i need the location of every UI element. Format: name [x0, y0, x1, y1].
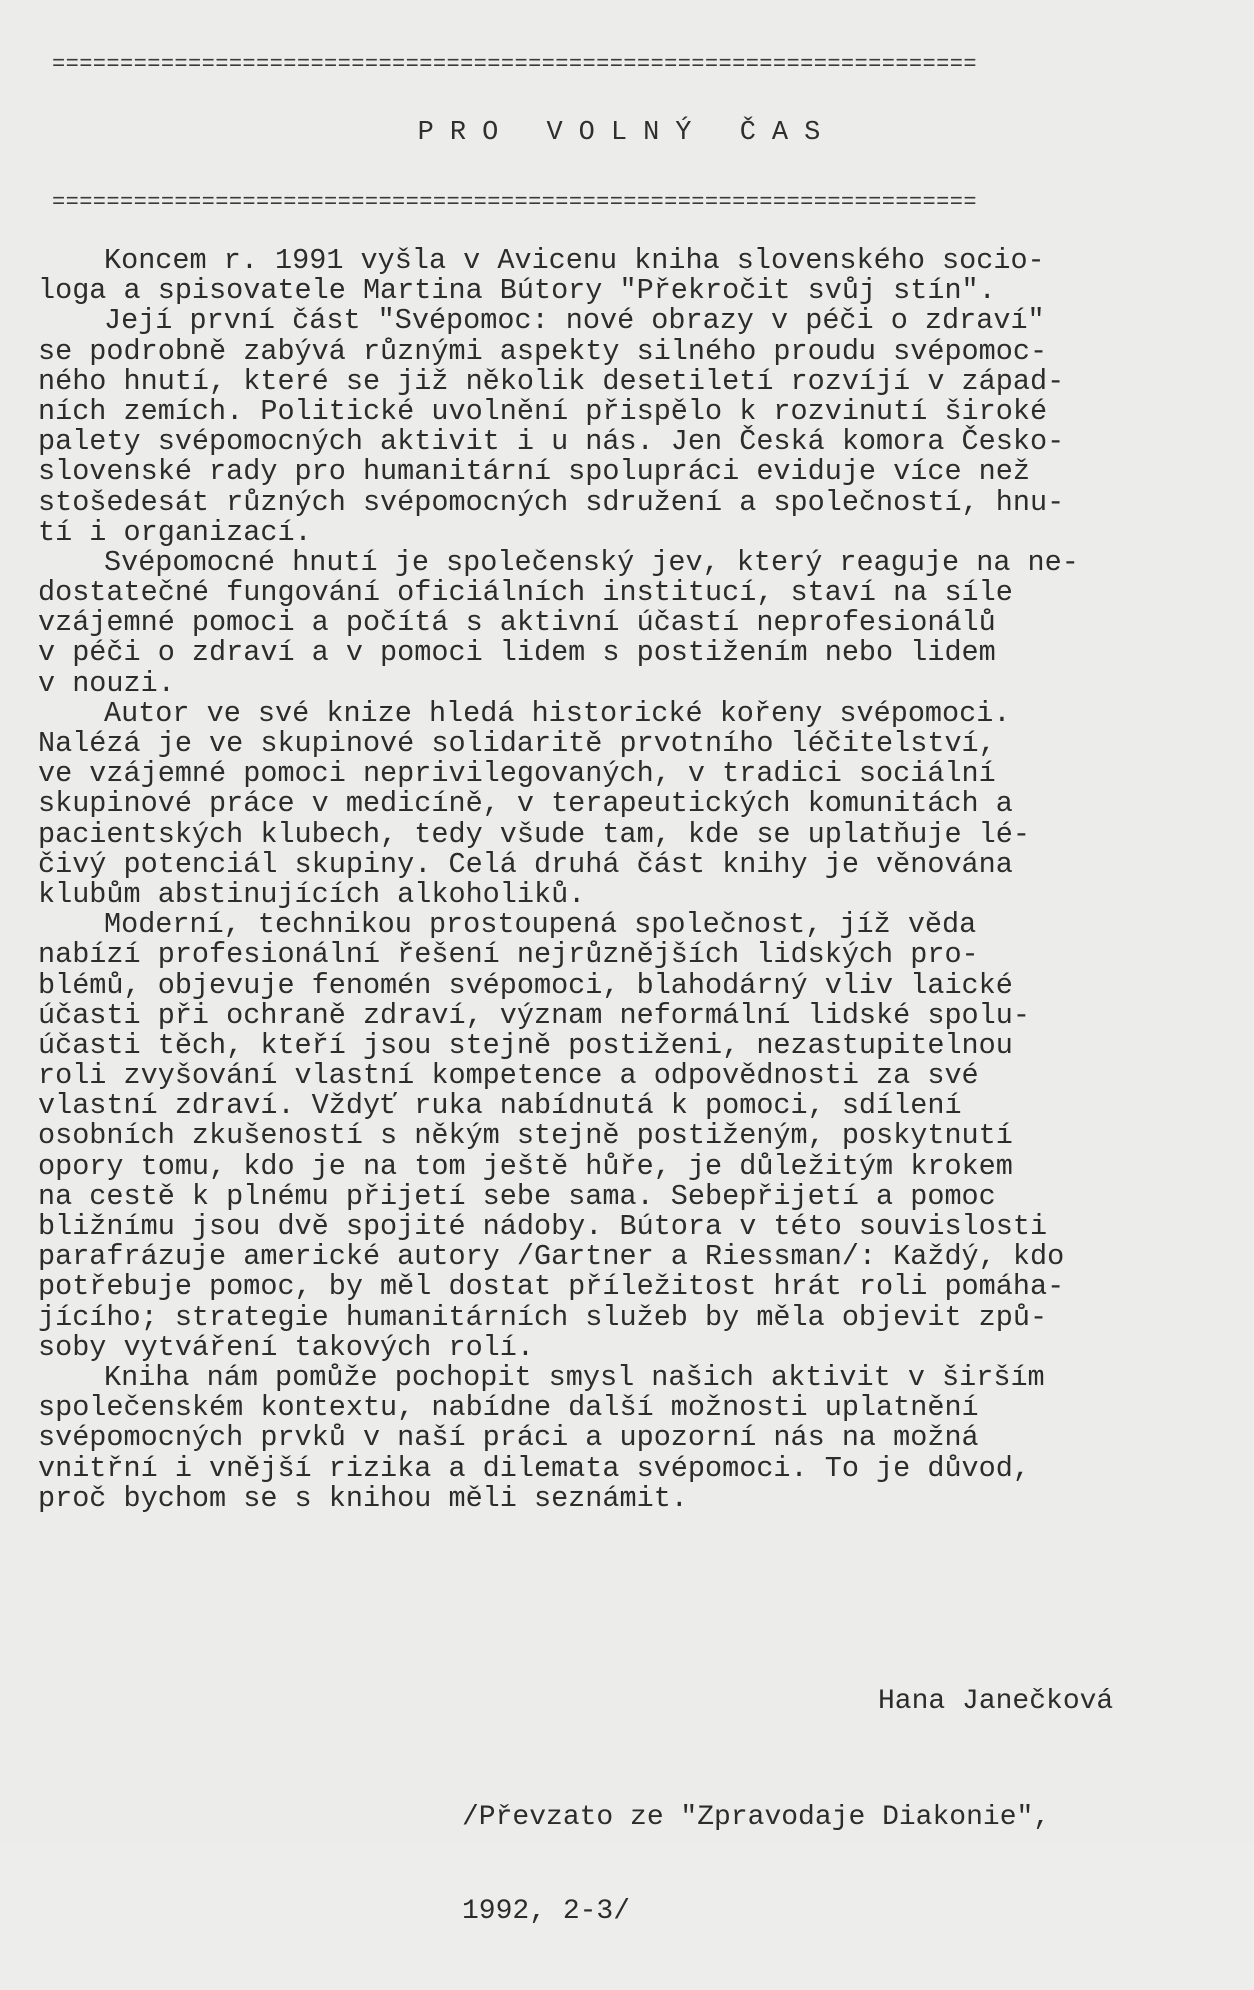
article-line: blémů, objevuje fenomén svépomoci, blahodárný vliv laické — [38, 968, 1013, 1002]
article-line: ních zemích. Politické uvolnění přispělo k rozvinutí široké — [38, 394, 1048, 428]
article-line: parafrázuje americké autory /Gartner a Riessman/: Každý, kdo — [38, 1240, 1065, 1274]
article-line: účasti při ochraně zdraví, význam neformální lidské spolu- — [38, 998, 1030, 1032]
article-line: v péči o zdraví a v pomoci lidem s postižením nebo lidem — [38, 636, 996, 670]
article-line: roli zvyšování vlastní kompetence a odpovědnosti za své — [38, 1059, 979, 1093]
article-line: na cestě k plnému přijetí sebe sama. Sebepřijetí a pomoc — [38, 1179, 996, 1213]
article-line: jícího; strategie humanitárních služeb by měla objevit způ- — [38, 1300, 1048, 1334]
article-line: vlastní zdraví. Vždyť ruka nabídnutá k pomoci, sdílení — [38, 1089, 962, 1123]
article-line: Svépomocné hnutí je společenský jev, který reaguje na ne- — [104, 545, 1079, 579]
article-line: v nouzi. — [38, 666, 175, 700]
article-line: osobních zkušeností s někým stejně postiženým, poskytnutí — [38, 1119, 1013, 1153]
source-line-2: 1992, 2-3/ — [462, 1896, 631, 1928]
article-line: svépomocných prvků v naší práci a upozorní nás na možná — [38, 1421, 979, 1455]
article-line: Její první část "Svépomoc: nové obrazy v péči o zdraví" — [104, 304, 1045, 338]
article-line: Koncem r. 1991 vyšla v Avicenu kniha slovenského socio- — [104, 244, 1045, 277]
article-line: účasti těch, kteří jsou stejně postiženi, nezastupitelnou — [38, 1028, 1013, 1062]
article-line: slovenské rady pro humanitární spolupráci eviduje více než — [38, 455, 1030, 489]
source-note — [462, 1738, 1050, 1990]
article-line: čivý potenciál skupiny. Celá druhá část knihy je věnována — [38, 847, 1013, 881]
bottom-double-rule: ==================================================================== — [52, 192, 977, 214]
article-line: skupinové práce v medicíně, v terapeutických komunitách a — [38, 787, 1013, 821]
article-line: vnitřní i vnější rizika a dilemata svépomoci. To je důvod, — [38, 1451, 1030, 1485]
article-line: stošedesát různých svépomocných sdružení a společností, hnu- — [38, 485, 1065, 519]
article-body — [38, 246, 1228, 1514]
article-line: proč bychom se s knihou měli seznámit. — [38, 1481, 688, 1515]
page-title: PRO VOLNÝ ČAS — [417, 118, 837, 148]
article-line: loga a spisovatele Martina Bútory "Překročit svůj stín". — [38, 274, 996, 308]
article-line: Autor ve své knize hledá historické kořeny svépomoci. — [104, 696, 1011, 730]
article-line: Nalézá je ve skupinové solidaritě prvotního léčitelství, — [38, 727, 996, 760]
article-line: klubům abstinujících alkoholiků. — [38, 877, 586, 911]
article-line: vzájemné pomoci a počítá s aktivní účastí neprofesionálů — [38, 606, 996, 640]
article-line: se podrobně zabývá různými aspekty silného proudu svépomoc- — [38, 334, 1048, 368]
article-line: tí i organizací. — [38, 515, 312, 549]
article-line: ve vzájemné pomoci neprivilegovaných, v tradici sociální — [38, 757, 996, 791]
article-line: palety svépomocných aktivit i u nás. Jen Česká komora Česko- — [38, 425, 1065, 459]
article-line: pacientských klubech, tedy všude tam, kde se uplatňuje lé- — [38, 817, 1030, 851]
article-line: potřebuje pomoc, by měl dostat příležitost hrát roli pomáha- — [38, 1270, 1065, 1304]
source-line-1: /Převzato ze "Zpravodaje Diakonie", — [462, 1802, 1051, 1833]
article-line: opory tomu, kdo je na tom ještě hůře, je důležitým krokem — [38, 1149, 1013, 1183]
article-line: Moderní, technikou prostoupená společnost, jíž věda — [104, 908, 977, 942]
top-double-rule: ==================================================================== — [52, 54, 977, 76]
article-line: společenském kontextu, nabídne další možnosti uplatnění — [38, 1391, 979, 1425]
article-line: nabízí profesionální řešení nejrůznějších lidských pro- — [38, 938, 979, 972]
article-line: ného hnutí, které se již několik desetiletí rozvíjí v západ- — [38, 364, 1065, 398]
article-line: Kniha nám pomůže pochopit smysl našich aktivit v širším — [104, 1360, 1045, 1394]
article-line: soby vytváření takových rolí. — [38, 1330, 534, 1364]
author-signature: Hana Janečková — [878, 1686, 1114, 1717]
article-line: bližnímu jsou dvě spojité nádoby. Bútora v této souvislosti — [38, 1210, 1048, 1243]
article-line: dostatečné fungování oficiálních institucí, staví na síle — [38, 576, 1013, 610]
